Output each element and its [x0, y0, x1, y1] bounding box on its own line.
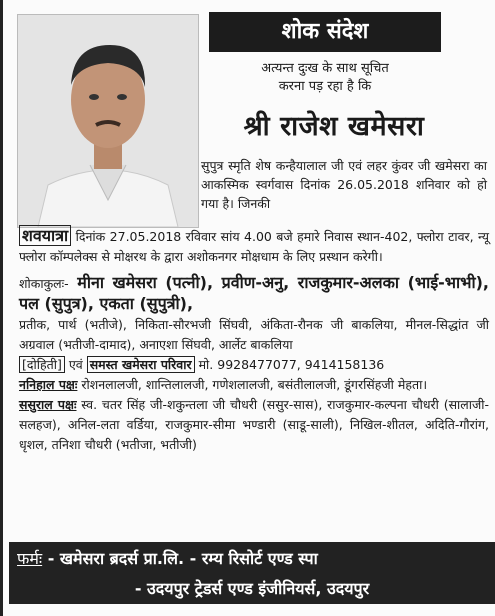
intro-text [209, 60, 441, 96]
intro-line-1: अत्यन्त दुःख के साथ सूचित [261, 61, 389, 76]
procession-text: दिनांक 27.05.2018 रविवार सांय 4.00 बजे हमारे निवास स्थान-402, फ्लोरा टावर, न्यू फ्लोरा कॉम्पलेक्स से मोक्षरथ के द्वारा अशोकनगर मोक्षधाम के लिए प्रस्थान करेगी। [19, 229, 489, 264]
portrait-photo [17, 14, 199, 228]
notice-body [19, 226, 489, 455]
firm-line-2: - उदयपुर ट्रेडर्स एण्ड इंजीनियर्स, उदयपुर [134, 579, 370, 598]
procession-paragraph [19, 226, 489, 267]
firm-label: फर्मः [17, 549, 43, 568]
inlaws-text: स्व. चतर सिंह जी-शकुन्तला जी चौधरी (ससुर-सास), राजकुमार-कल्पना चौधरी (सालाजी-सलहज), अनिल-लता वर्डिया, राजकुमार-सीमा भण्डारी (साडू-साली), निखिल-शीतल, अदिति-गौरांग, धृशल, तनिशा चौधरी (भतीजा, भतीजी) [19, 397, 489, 452]
mourners-more: प्रतीक, पार्थ (भतीजे), निकिता-सौरभजी सिंघवी, अंकिता-रौनक जी बाकलिया, मीनल-सिद्धांत जी अग्रवाल (भतीजी-दामाद), अनाएशा सिंघवी, आर्लेट बाकलिया [19, 317, 489, 352]
procession-label: शवयात्रा [19, 225, 71, 246]
family-line [19, 355, 489, 375]
portrait-illustration [18, 15, 198, 227]
firm-line-1 [17, 544, 487, 574]
mourners-main: मीना खमेसरा (पत्नी), प्रवीण-अनु, राजकुमार-अलका (भाई-भाभी), पल (सुपुत्र), एकता (सुपुत्री), [19, 273, 489, 313]
mourners-paragraph [19, 273, 489, 315]
phone-numbers: मो. 9928477077, 9414158136 [198, 357, 385, 372]
deceased-name: श्री राजेश खमेसरा [243, 111, 425, 142]
inlaws-paragraph [19, 395, 489, 455]
maternal-paragraph [19, 375, 489, 395]
family-label: एवं [68, 357, 83, 372]
maternal-label: ननिहाल पक्षः [19, 377, 78, 392]
family-name: समस्त खमेसरा परिवार [87, 356, 195, 373]
mourners-label: शोकाकुलः- [19, 276, 69, 291]
announcement-text: सुपुत्र स्मृति शेष कन्हैयालाल जी एवं लहर कुंवर जी खमेसरा का आकस्मिक स्वर्गवास दिनांक 26.05.2018 शनिवार को हो गया है। जिनकी [201, 158, 487, 211]
firm-banner [9, 542, 495, 604]
maternal-text: रोशनलालजी, शान्तिलालजी, गणेशलालजी, बसंतीलालजी, डूंगरसिंहजी मेहता। [77, 377, 428, 392]
firm-name-1: - खमेसरा ब्रदर्स प्रा.लि. - रम्य रिसोर्ट एण्ड स्पा [42, 549, 318, 568]
granddaughter-label: [दोहिती] [19, 356, 65, 373]
page-title: शोक संदेश [209, 12, 441, 52]
intro-line-2: करना पड़ रहा है कि [278, 79, 372, 94]
inlaws-label: ससुराल पक्षः [19, 397, 77, 412]
